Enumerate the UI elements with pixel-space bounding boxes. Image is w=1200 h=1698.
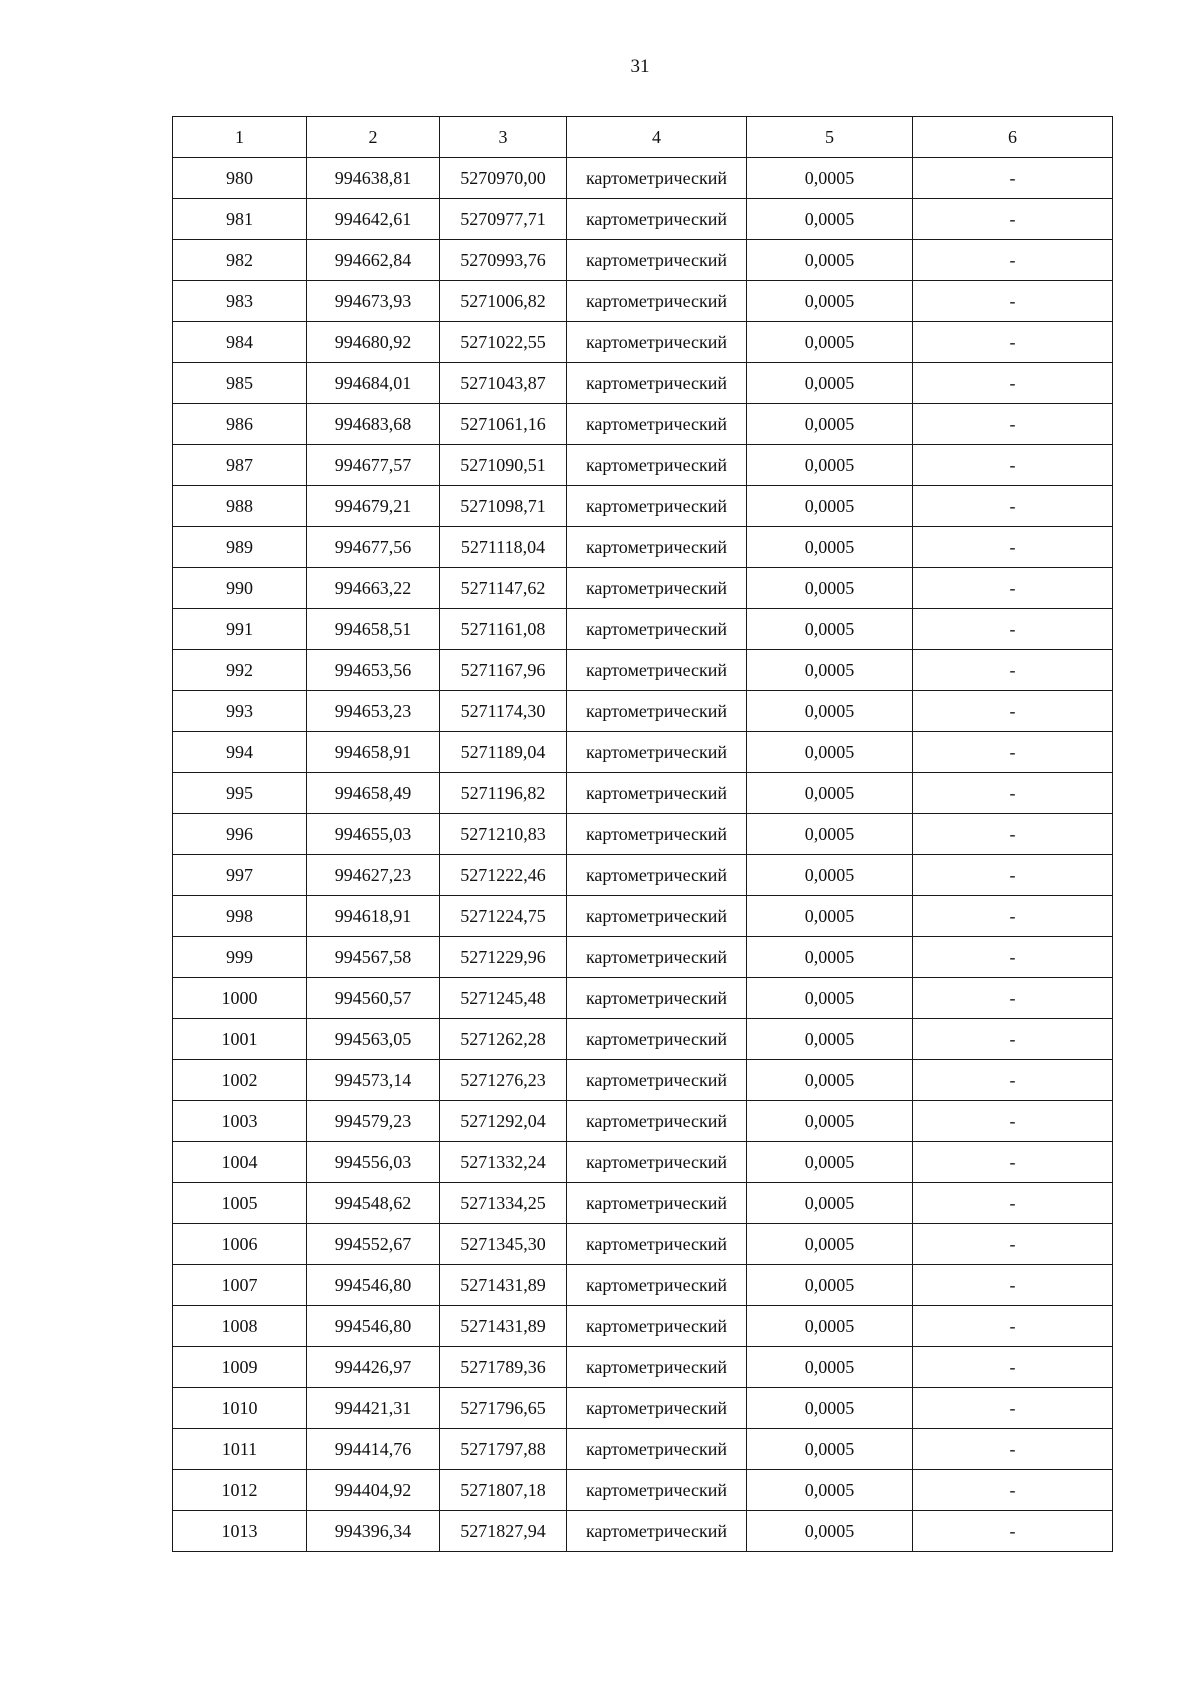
x-coordinate-cell: 994421,31 xyxy=(307,1388,440,1429)
point-number-cell: 1013 xyxy=(173,1511,307,1552)
method-cell: картометрический xyxy=(567,240,747,281)
y-coordinate-cell: 5270993,76 xyxy=(440,240,567,281)
x-coordinate-cell: 994567,58 xyxy=(307,937,440,978)
x-coordinate-cell: 994658,49 xyxy=(307,773,440,814)
y-coordinate-cell: 5271345,30 xyxy=(440,1224,567,1265)
point-number-cell: 992 xyxy=(173,650,307,691)
table-row xyxy=(173,896,1113,937)
y-coordinate-cell: 5271224,75 xyxy=(440,896,567,937)
accuracy-cell: 0,0005 xyxy=(747,773,913,814)
accuracy-cell: 0,0005 xyxy=(747,404,913,445)
method-cell: картометрический xyxy=(567,363,747,404)
accuracy-cell: 0,0005 xyxy=(747,855,913,896)
method-cell: картометрический xyxy=(567,732,747,773)
note-cell: - xyxy=(913,1265,1113,1306)
note-cell: - xyxy=(913,691,1113,732)
column-header-1: 1 xyxy=(173,117,307,158)
y-coordinate-cell: 5270977,71 xyxy=(440,199,567,240)
x-coordinate-cell: 994573,14 xyxy=(307,1060,440,1101)
table-row xyxy=(173,1101,1113,1142)
x-coordinate-cell: 994662,84 xyxy=(307,240,440,281)
accuracy-cell: 0,0005 xyxy=(747,1183,913,1224)
note-cell: - xyxy=(913,158,1113,199)
x-coordinate-cell: 994658,91 xyxy=(307,732,440,773)
table-row xyxy=(173,1429,1113,1470)
point-number-cell: 1005 xyxy=(173,1183,307,1224)
point-number-cell: 996 xyxy=(173,814,307,855)
method-cell: картометрический xyxy=(567,486,747,527)
y-coordinate-cell: 5271167,96 xyxy=(440,650,567,691)
note-cell: - xyxy=(913,322,1113,363)
accuracy-cell: 0,0005 xyxy=(747,1265,913,1306)
table-row xyxy=(173,568,1113,609)
table-row xyxy=(173,281,1113,322)
x-coordinate-cell: 994396,34 xyxy=(307,1511,440,1552)
x-coordinate-cell: 994658,51 xyxy=(307,609,440,650)
y-coordinate-cell: 5271174,30 xyxy=(440,691,567,732)
x-coordinate-cell: 994546,80 xyxy=(307,1306,440,1347)
y-coordinate-cell: 5271090,51 xyxy=(440,445,567,486)
y-coordinate-cell: 5271334,25 xyxy=(440,1183,567,1224)
accuracy-cell: 0,0005 xyxy=(747,1511,913,1552)
table-row xyxy=(173,1470,1113,1511)
y-coordinate-cell: 5271797,88 xyxy=(440,1429,567,1470)
y-coordinate-cell: 5271789,36 xyxy=(440,1347,567,1388)
method-cell: картометрический xyxy=(567,609,747,650)
method-cell: картометрический xyxy=(567,650,747,691)
accuracy-cell: 0,0005 xyxy=(747,732,913,773)
table-row xyxy=(173,445,1113,486)
accuracy-cell: 0,0005 xyxy=(747,896,913,937)
method-cell: картометрический xyxy=(567,1142,747,1183)
method-cell: картометрический xyxy=(567,1265,747,1306)
x-coordinate-cell: 994552,67 xyxy=(307,1224,440,1265)
x-coordinate-cell: 994563,05 xyxy=(307,1019,440,1060)
point-number-cell: 1008 xyxy=(173,1306,307,1347)
note-cell: - xyxy=(913,896,1113,937)
method-cell: картометрический xyxy=(567,773,747,814)
table-row xyxy=(173,1306,1113,1347)
method-cell: картометрический xyxy=(567,978,747,1019)
table-row xyxy=(173,1183,1113,1224)
x-coordinate-cell: 994655,03 xyxy=(307,814,440,855)
point-number-cell: 995 xyxy=(173,773,307,814)
table-row xyxy=(173,691,1113,732)
y-coordinate-cell: 5271189,04 xyxy=(440,732,567,773)
point-number-cell: 986 xyxy=(173,404,307,445)
note-cell: - xyxy=(913,1224,1113,1265)
accuracy-cell: 0,0005 xyxy=(747,1019,913,1060)
y-coordinate-cell: 5271022,55 xyxy=(440,322,567,363)
y-coordinate-cell: 5271332,24 xyxy=(440,1142,567,1183)
table-row xyxy=(173,1388,1113,1429)
method-cell: картометрический xyxy=(567,855,747,896)
note-cell: - xyxy=(913,1306,1113,1347)
table-row xyxy=(173,1265,1113,1306)
x-coordinate-cell: 994638,81 xyxy=(307,158,440,199)
method-cell: картометрический xyxy=(567,1183,747,1224)
x-coordinate-cell: 994548,62 xyxy=(307,1183,440,1224)
point-number-cell: 997 xyxy=(173,855,307,896)
method-cell: картометрический xyxy=(567,1470,747,1511)
method-cell: картометрический xyxy=(567,896,747,937)
y-coordinate-cell: 5271807,18 xyxy=(440,1470,567,1511)
point-number-cell: 982 xyxy=(173,240,307,281)
accuracy-cell: 0,0005 xyxy=(747,281,913,322)
point-number-cell: 1009 xyxy=(173,1347,307,1388)
table-row xyxy=(173,1224,1113,1265)
method-cell: картометрический xyxy=(567,322,747,363)
method-cell: картометрический xyxy=(567,445,747,486)
note-cell: - xyxy=(913,1183,1113,1224)
method-cell: картометрический xyxy=(567,1306,747,1347)
y-coordinate-cell: 5271147,62 xyxy=(440,568,567,609)
y-coordinate-cell: 5271431,89 xyxy=(440,1306,567,1347)
accuracy-cell: 0,0005 xyxy=(747,1470,913,1511)
accuracy-cell: 0,0005 xyxy=(747,691,913,732)
accuracy-cell: 0,0005 xyxy=(747,1388,913,1429)
note-cell: - xyxy=(913,937,1113,978)
y-coordinate-cell: 5271245,48 xyxy=(440,978,567,1019)
method-cell: картометрический xyxy=(567,158,747,199)
point-number-cell: 984 xyxy=(173,322,307,363)
point-number-cell: 983 xyxy=(173,281,307,322)
y-coordinate-cell: 5271043,87 xyxy=(440,363,567,404)
x-coordinate-cell: 994653,56 xyxy=(307,650,440,691)
table-row xyxy=(173,773,1113,814)
table-row xyxy=(173,1060,1113,1101)
point-number-cell: 1004 xyxy=(173,1142,307,1183)
x-coordinate-cell: 994556,03 xyxy=(307,1142,440,1183)
table-row xyxy=(173,1019,1113,1060)
method-cell: картометрический xyxy=(567,1511,747,1552)
y-coordinate-cell: 5271006,82 xyxy=(440,281,567,322)
method-cell: картометрический xyxy=(567,1060,747,1101)
table-row xyxy=(173,650,1113,691)
table-row xyxy=(173,855,1113,896)
point-number-cell: 998 xyxy=(173,896,307,937)
y-coordinate-cell: 5271276,23 xyxy=(440,1060,567,1101)
method-cell: картометрический xyxy=(567,937,747,978)
accuracy-cell: 0,0005 xyxy=(747,445,913,486)
y-coordinate-cell: 5271161,08 xyxy=(440,609,567,650)
accuracy-cell: 0,0005 xyxy=(747,1306,913,1347)
point-number-cell: 980 xyxy=(173,158,307,199)
note-cell: - xyxy=(913,1060,1113,1101)
method-cell: картометрический xyxy=(567,1388,747,1429)
x-coordinate-cell: 994560,57 xyxy=(307,978,440,1019)
table-row xyxy=(173,322,1113,363)
x-coordinate-cell: 994683,68 xyxy=(307,404,440,445)
method-cell: картометрический xyxy=(567,1429,747,1470)
accuracy-cell: 0,0005 xyxy=(747,937,913,978)
y-coordinate-cell: 5271431,89 xyxy=(440,1265,567,1306)
table-row xyxy=(173,240,1113,281)
table-row xyxy=(173,527,1113,568)
note-cell: - xyxy=(913,1019,1113,1060)
table-row xyxy=(173,1511,1113,1552)
note-cell: - xyxy=(913,814,1113,855)
method-cell: картометрический xyxy=(567,814,747,855)
point-number-cell: 985 xyxy=(173,363,307,404)
method-cell: картометрический xyxy=(567,281,747,322)
x-coordinate-cell: 994426,97 xyxy=(307,1347,440,1388)
method-cell: картометрический xyxy=(567,1019,747,1060)
note-cell: - xyxy=(913,1470,1113,1511)
point-number-cell: 1010 xyxy=(173,1388,307,1429)
note-cell: - xyxy=(913,363,1113,404)
note-cell: - xyxy=(913,240,1113,281)
y-coordinate-cell: 5271061,16 xyxy=(440,404,567,445)
method-cell: картометрический xyxy=(567,691,747,732)
table-header xyxy=(173,117,1113,158)
method-cell: картометрический xyxy=(567,404,747,445)
table-row xyxy=(173,814,1113,855)
table-row xyxy=(173,363,1113,404)
accuracy-cell: 0,0005 xyxy=(747,1347,913,1388)
column-header-5: 5 xyxy=(747,117,913,158)
note-cell: - xyxy=(913,445,1113,486)
method-cell: картометрический xyxy=(567,1224,747,1265)
point-number-cell: 1012 xyxy=(173,1470,307,1511)
x-coordinate-cell: 994677,57 xyxy=(307,445,440,486)
column-header-6: 6 xyxy=(913,117,1113,158)
method-cell: картометрический xyxy=(567,527,747,568)
x-coordinate-cell: 994679,21 xyxy=(307,486,440,527)
point-number-cell: 991 xyxy=(173,609,307,650)
accuracy-cell: 0,0005 xyxy=(747,650,913,691)
column-header-2: 2 xyxy=(307,117,440,158)
point-number-cell: 994 xyxy=(173,732,307,773)
note-cell: - xyxy=(913,1347,1113,1388)
table-row xyxy=(173,486,1113,527)
note-cell: - xyxy=(913,1511,1113,1552)
accuracy-cell: 0,0005 xyxy=(747,240,913,281)
accuracy-cell: 0,0005 xyxy=(747,158,913,199)
accuracy-cell: 0,0005 xyxy=(747,1142,913,1183)
point-number-cell: 989 xyxy=(173,527,307,568)
note-cell: - xyxy=(913,609,1113,650)
table-body xyxy=(173,158,1113,1552)
note-cell: - xyxy=(913,1388,1113,1429)
table-row xyxy=(173,609,1113,650)
table-row xyxy=(173,1347,1113,1388)
y-coordinate-cell: 5271292,04 xyxy=(440,1101,567,1142)
method-cell: картометрический xyxy=(567,1101,747,1142)
method-cell: картометрический xyxy=(567,199,747,240)
note-cell: - xyxy=(913,650,1113,691)
accuracy-cell: 0,0005 xyxy=(747,486,913,527)
accuracy-cell: 0,0005 xyxy=(747,1060,913,1101)
y-coordinate-cell: 5271098,71 xyxy=(440,486,567,527)
column-header-4: 4 xyxy=(567,117,747,158)
point-number-cell: 1001 xyxy=(173,1019,307,1060)
point-number-cell: 1006 xyxy=(173,1224,307,1265)
accuracy-cell: 0,0005 xyxy=(747,527,913,568)
note-cell: - xyxy=(913,527,1113,568)
x-coordinate-cell: 994673,93 xyxy=(307,281,440,322)
note-cell: - xyxy=(913,1142,1113,1183)
point-number-cell: 1011 xyxy=(173,1429,307,1470)
note-cell: - xyxy=(913,978,1113,1019)
point-number-cell: 1003 xyxy=(173,1101,307,1142)
note-cell: - xyxy=(913,732,1113,773)
table-row xyxy=(173,199,1113,240)
x-coordinate-cell: 994404,92 xyxy=(307,1470,440,1511)
point-number-cell: 999 xyxy=(173,937,307,978)
point-number-cell: 1007 xyxy=(173,1265,307,1306)
note-cell: - xyxy=(913,773,1113,814)
coordinates-table xyxy=(172,116,1113,1552)
method-cell: картометрический xyxy=(567,568,747,609)
note-cell: - xyxy=(913,281,1113,322)
note-cell: - xyxy=(913,1429,1113,1470)
x-coordinate-cell: 994627,23 xyxy=(307,855,440,896)
y-coordinate-cell: 5271196,82 xyxy=(440,773,567,814)
y-coordinate-cell: 5271118,04 xyxy=(440,527,567,568)
accuracy-cell: 0,0005 xyxy=(747,363,913,404)
y-coordinate-cell: 5271262,28 xyxy=(440,1019,567,1060)
point-number-cell: 987 xyxy=(173,445,307,486)
y-coordinate-cell: 5271210,83 xyxy=(440,814,567,855)
page-number: 31 xyxy=(630,56,650,77)
header-row xyxy=(173,117,1113,158)
x-coordinate-cell: 994579,23 xyxy=(307,1101,440,1142)
accuracy-cell: 0,0005 xyxy=(747,1101,913,1142)
x-coordinate-cell: 994684,01 xyxy=(307,363,440,404)
point-number-cell: 1000 xyxy=(173,978,307,1019)
note-cell: - xyxy=(913,486,1113,527)
point-number-cell: 990 xyxy=(173,568,307,609)
accuracy-cell: 0,0005 xyxy=(747,1224,913,1265)
table-row xyxy=(173,937,1113,978)
table-row xyxy=(173,404,1113,445)
point-number-cell: 981 xyxy=(173,199,307,240)
accuracy-cell: 0,0005 xyxy=(747,978,913,1019)
x-coordinate-cell: 994642,61 xyxy=(307,199,440,240)
note-cell: - xyxy=(913,1101,1113,1142)
accuracy-cell: 0,0005 xyxy=(747,568,913,609)
column-header-3: 3 xyxy=(440,117,567,158)
table-row xyxy=(173,1142,1113,1183)
x-coordinate-cell: 994546,80 xyxy=(307,1265,440,1306)
accuracy-cell: 0,0005 xyxy=(747,322,913,363)
x-coordinate-cell: 994618,91 xyxy=(307,896,440,937)
y-coordinate-cell: 5271796,65 xyxy=(440,1388,567,1429)
accuracy-cell: 0,0005 xyxy=(747,1429,913,1470)
note-cell: - xyxy=(913,568,1113,609)
y-coordinate-cell: 5270970,00 xyxy=(440,158,567,199)
x-coordinate-cell: 994414,76 xyxy=(307,1429,440,1470)
method-cell: картометрический xyxy=(567,1347,747,1388)
point-number-cell: 1002 xyxy=(173,1060,307,1101)
x-coordinate-cell: 994663,22 xyxy=(307,568,440,609)
table-row xyxy=(173,158,1113,199)
x-coordinate-cell: 994653,23 xyxy=(307,691,440,732)
y-coordinate-cell: 5271827,94 xyxy=(440,1511,567,1552)
accuracy-cell: 0,0005 xyxy=(747,609,913,650)
y-coordinate-cell: 5271229,96 xyxy=(440,937,567,978)
note-cell: - xyxy=(913,199,1113,240)
note-cell: - xyxy=(913,855,1113,896)
point-number-cell: 993 xyxy=(173,691,307,732)
accuracy-cell: 0,0005 xyxy=(747,814,913,855)
accuracy-cell: 0,0005 xyxy=(747,199,913,240)
note-cell: - xyxy=(913,404,1113,445)
table-row xyxy=(173,978,1113,1019)
point-number-cell: 988 xyxy=(173,486,307,527)
y-coordinate-cell: 5271222,46 xyxy=(440,855,567,896)
x-coordinate-cell: 994677,56 xyxy=(307,527,440,568)
table-row xyxy=(173,732,1113,773)
x-coordinate-cell: 994680,92 xyxy=(307,322,440,363)
